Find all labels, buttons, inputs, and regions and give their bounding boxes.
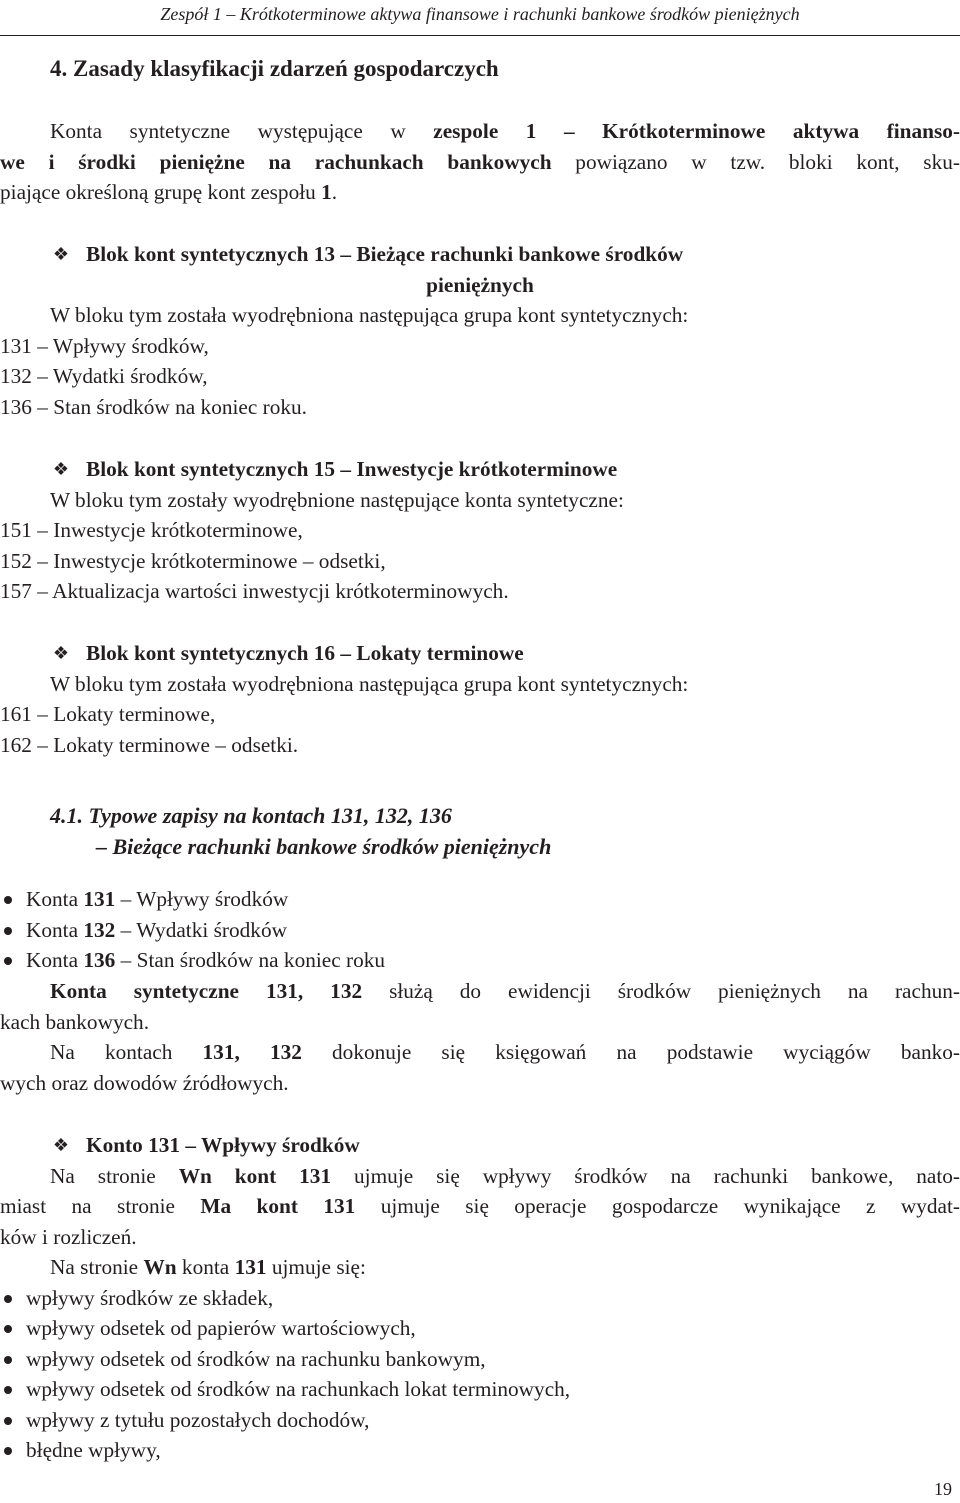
body-text: dokonuje się księgowań na podstawie wyciągów banko- <box>301 1040 960 1064</box>
list-item <box>0 1283 960 1314</box>
body-text: ujmuje się wpływy środków na rachunki bankowe, nato- <box>331 1163 960 1188</box>
account-number: 151 <box>0 518 32 542</box>
account-name: – Wydatki środków <box>115 917 287 942</box>
account-item <box>0 331 960 362</box>
account-name: – Lokaty terminowe, <box>31 702 216 726</box>
block-16-title <box>0 638 960 669</box>
account-item <box>0 515 960 546</box>
subsection-number: 4.1. <box>50 803 83 828</box>
account-number: 157 <box>0 579 32 603</box>
list-item <box>0 1344 960 1375</box>
body-text: ujmuje się: <box>266 1255 366 1279</box>
intro-line-2 <box>0 147 960 178</box>
paragraph-2 <box>0 1037 960 1098</box>
paragraph-line <box>0 1161 960 1192</box>
paragraph-line <box>0 976 960 1007</box>
diamond-bullet-icon: ❖ <box>52 1135 70 1155</box>
account-number: 132 <box>83 917 116 942</box>
wn-intro-line <box>0 1252 960 1283</box>
konta-list <box>0 884 960 976</box>
block-15-title-text: Blok kont syntetycznych 15 – Inwestycje krótkoterminowe <box>86 457 618 481</box>
intro-bold-text: we i środki pieniężne na rachunkach bankowych <box>0 149 552 174</box>
account-item <box>0 392 960 423</box>
running-header: Zespół 1 – Krótkoterminowe aktywa finansowe i rachunki bankowe środków pieniężnych <box>160 4 800 24</box>
intro-paragraph <box>0 116 960 208</box>
block-16-title-text: Blok kont syntetycznych 16 – Lokaty terminowe <box>86 641 524 665</box>
paragraph-line: kach bankowych. <box>0 1009 150 1034</box>
diamond-bullet-icon: ❖ <box>52 244 70 264</box>
subsection-title-text: Typowe zapisy na kontach 131, 132, 136 <box>88 803 452 828</box>
account-item <box>0 699 960 730</box>
body-text: Na kontach <box>50 1040 203 1064</box>
account-item <box>0 546 960 577</box>
bold-text: Ma kont 131 <box>200 1194 356 1218</box>
account-number: 152 <box>0 548 32 573</box>
account-number: 161 <box>0 702 32 726</box>
list-item <box>0 1405 960 1436</box>
account-number: 162 <box>0 732 32 757</box>
block-13 <box>0 239 960 422</box>
list-item <box>0 884 960 915</box>
paragraph-line: ków i rozliczeń. <box>0 1224 137 1249</box>
bold-text: 131 <box>234 1255 267 1279</box>
list-item-text: wpływy z tytułu pozostałych dochodów, <box>26 1407 370 1432</box>
block-16-intro: W bloku tym została wyodrębniona następująca grupa kont syntetycznych: <box>50 671 689 696</box>
block-13-title-text: Blok kont syntetycznych 13 – Bieżące rachunki bankowe środków <box>86 242 684 266</box>
account-item <box>0 361 960 392</box>
body-text: Na stronie <box>50 1255 144 1279</box>
account-number: 131 <box>0 333 32 358</box>
account-name: – Wydatki środków, <box>31 364 208 388</box>
konta-label: Konta <box>26 917 84 942</box>
paragraph-line <box>0 1191 960 1222</box>
list-item-text: wpływy środków ze składek, <box>26 1285 274 1310</box>
list-item-text: błędne wpływy, <box>26 1438 161 1462</box>
subsection-title <box>0 801 960 832</box>
account-name: – Aktualizacja wartości inwestycji krótkoterminowych. <box>31 579 509 603</box>
diamond-bullet-icon: ❖ <box>52 643 70 663</box>
page-number: 19 <box>934 1479 952 1499</box>
section-heading: 4. Zasady klasyfikacji zdarzeń gospodarczych <box>50 56 499 81</box>
account-item <box>0 576 960 607</box>
account-name: – Inwestycje krótkoterminowe – odsetki, <box>31 548 386 573</box>
bullet-dot-icon <box>4 1386 12 1394</box>
bold-text: 131, 132 <box>202 1040 302 1064</box>
bullet-dot-icon <box>4 896 12 904</box>
paragraph-1 <box>0 976 960 1037</box>
konto-131-title <box>0 1130 960 1161</box>
intro-text: Konta syntetyczne występujące w <box>50 119 434 143</box>
bullet-dot-icon <box>4 1447 12 1455</box>
account-name: – Lokaty terminowe – odsetki. <box>31 732 299 757</box>
konta-label: Konta <box>26 887 84 911</box>
account-name: – Inwestycje krótkoterminowe, <box>31 518 303 542</box>
intro-text: piające określoną grupę kont zespołu <box>0 180 322 204</box>
body-text: służą do ewidencji środków pieniężnych na rachun- <box>362 979 960 1003</box>
body-text: miast na stronie <box>0 1194 201 1218</box>
account-number: 136 <box>0 394 32 419</box>
list-item <box>0 1313 960 1344</box>
intro-text: powiązano w tzw. bloki kont, sku- <box>551 149 960 174</box>
block-13-intro: W bloku tym została wyodrębniona następująca grupa kont syntetycznych: <box>50 303 689 327</box>
block-13-title-cont: pieniężnych <box>426 272 534 297</box>
intro-bold-text: 1 <box>321 180 332 204</box>
list-item-text: wpływy odsetek od papierów wartościowych, <box>26 1316 416 1340</box>
subsection-title-cont: – Bieżące rachunki bankowe środków pieniężnych <box>96 833 552 859</box>
paragraph-line: wych oraz dowodów źródłowych. <box>0 1070 289 1095</box>
body-text: Na stronie <box>50 1163 179 1188</box>
block-16 <box>0 638 960 760</box>
account-name: – Stan środków na koniec roku <box>115 948 386 972</box>
list-item <box>0 915 960 946</box>
list-item <box>0 1374 960 1405</box>
account-name: – Stan środków na koniec roku. <box>31 394 307 419</box>
bold-text: Konta syntetyczne 131, 132 <box>50 979 363 1003</box>
body-text: ujmuje się operacje gospodarcze wynikające z wydat- <box>355 1194 960 1218</box>
block-15-title <box>0 454 960 485</box>
bullet-dot-icon <box>4 1295 12 1303</box>
subsection-4-1 <box>0 801 960 862</box>
intro-line-3 <box>0 177 960 208</box>
intro-text: . <box>331 180 338 204</box>
konto-131-section <box>0 1130 960 1466</box>
bullet-dot-icon <box>4 957 12 965</box>
block-15-intro: W bloku tym zostały wyodrębnione następujące konta syntetyczne: <box>50 487 624 512</box>
account-name: – Wpływy środków, <box>31 333 209 358</box>
bullet-dot-icon <box>4 1356 12 1364</box>
account-name: – Wpływy środków <box>115 887 289 911</box>
diamond-bullet-icon: ❖ <box>52 459 70 479</box>
account-item <box>0 730 960 761</box>
intro-bold-text: zespole 1 – Krótkoterminowe aktywa finanso- <box>433 119 960 143</box>
bullet-dot-icon <box>4 1325 12 1333</box>
bullet-dot-icon <box>4 1417 12 1425</box>
account-number: 132 <box>0 364 32 388</box>
paragraph-line <box>0 1037 960 1068</box>
header-rule <box>0 35 960 36</box>
account-number: 136 <box>83 948 116 972</box>
list-item-text: wpływy odsetek od środków na rachunkach lokat terminowych, <box>26 1377 571 1401</box>
block-13-title <box>0 239 960 270</box>
bullet-dot-icon <box>4 927 12 935</box>
bold-text: Wn kont 131 <box>178 1163 332 1188</box>
list-item <box>0 1435 960 1466</box>
bold-text: Wn <box>143 1255 177 1279</box>
list-item <box>0 945 960 976</box>
account-number: 131 <box>83 887 116 911</box>
konto-131-title-text: Konto 131 – Wpływy środków <box>86 1133 360 1157</box>
konta-label: Konta <box>26 948 84 972</box>
block-15 <box>0 454 960 607</box>
body-text: konta <box>176 1255 235 1279</box>
intro-line-1 <box>0 116 960 147</box>
list-item-text: wpływy odsetek od środków na rachunku bankowym, <box>26 1346 486 1371</box>
